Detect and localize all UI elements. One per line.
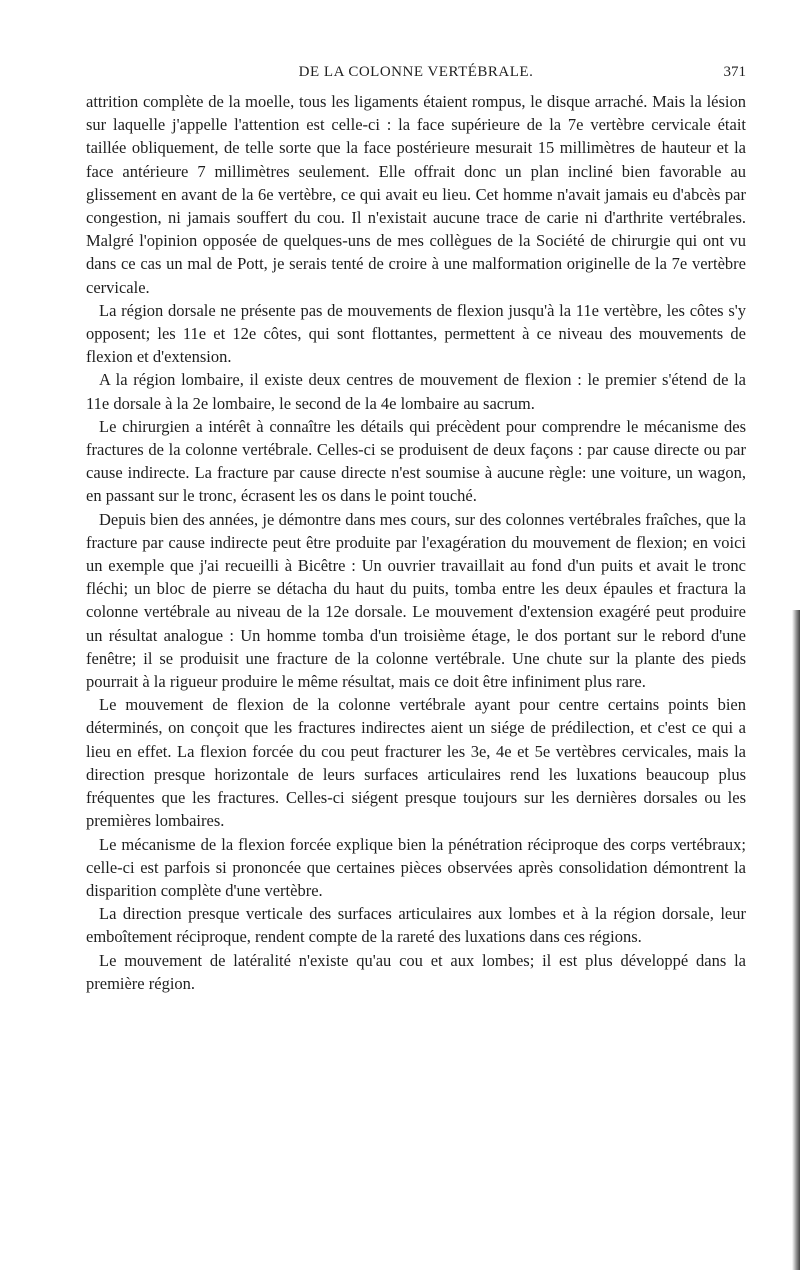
paragraph-4: Le chirurgien a intérêt à connaître les détails qui précèdent pour comprendre le mécanisme des fractures de la colonne vertébrale. Celles-ci se produisent de deux façons : par cause directe ou par cause indirecte. La fracture par cause directe n'est soumise à aucune règle: une voiture, un wagon, en passant sur le tronc, écrasent les os dans le point touché. xyxy=(86,416,746,506)
paragraph-6: Le mouvement de flexion de la colonne vertébrale ayant pour centre certains points bien déterminés, on conçoit que les fractures indirectes aient un siége de prédilection, et c'est ce qui a lieu en effet. La flexion forcée du cou peut fracturer les 3e, 4e et 5e vertèbres cervicales, mais la direction presque horizontale de leurs surfaces articulaires rend les luxations beaucoup plus fréquentes que les fractures. Celles-ci siégent presque toujours sur les dernières dorsales ou les premières lombaires. xyxy=(86,695,746,831)
page-binding-shadow xyxy=(792,610,800,1270)
page-number: 371 xyxy=(723,64,746,80)
paragraph-5: Depuis bien des années, je démontre dans mes cours, sur des colonnes vertébrales fraîches, que la fracture par cause indirecte peut être produite par l'exagération du mouvement de flexion; en voici un exemple que j'ai recueilli à Bicêtre : Un ouvrier travaillait au fond d'un puits et avait le tronc fléchi; un bloc de pierre se détacha du haut du puits, tomba entre les deux épaules et fractura la colonne vertébrale au niveau de la 12e dorsale. Le mouvement d'extension exagéré peut produire un résultat analogue : Un homme tomba d'un troisième étage, le dos portant sur le rebord d'une fenêtre; il se produisit une fracture de la colonne vertébrale. Une chute sur la plante des pieds pourrait à la rigueur produire le même résultat, mais ce doit être infiniment plus rare. xyxy=(86,509,746,692)
paragraph-8: La direction presque verticale des surfaces articulaires aux lombes et à la région dorsale, leur emboîtement réciproque, rendent compte de la rareté des luxations dans ces régions. xyxy=(86,904,746,947)
paragraph-1: attrition complète de la moelle, tous les ligaments étaient rompus, le disque arraché. Mais la lésion sur laquelle j'appelle l'attention est celle-ci : la face supérieure de la 7e vertèbre cervicale était taillée obliquement, de telle sorte que la face postérieure mesurait 15 millimètres de hauteur et la face antérieure 7 millimètres seulement. Elle offrait donc un plan incliné bien favorable au glissement en avant de la 6e vertèbre, ce qui avait eu lieu. Cet homme n'avait jamais eu d'abcès par congestion, ni jamais souffert du cou. Il n'existait aucune trace de carie ni d'arthrite vertébrales. Malgré l'opinion opposée de quelques-uns de mes collègues de la Société de chirurgie qui ont vu dans ce cas un mal de Pott, je serais tenté de croire à une malformation originelle de la 7e vertèbre cervicale. xyxy=(86,92,746,297)
body-text xyxy=(86,90,746,995)
paragraph-9: Le mouvement de latéralité n'existe qu'au cou et aux lombes; il est plus développé dans la première région. xyxy=(86,950,746,993)
paragraph-3: A la région lombaire, il existe deux centres de mouvement de flexion : le premier s'étend de la 11e dorsale à la 2e lombaire, le second de la 4e lombaire au sacrum. xyxy=(86,370,746,413)
paragraph-2: La région dorsale ne présente pas de mouvements de flexion jusqu'à la 11e vertèbre, les côtes s'y opposent; les 11e et 12e côtes, qui sont flottantes, permettent à ce niveau des mouvements de flexion et d'extension. xyxy=(86,300,746,367)
running-title: DE LA COLONNE VERTÉBRALE. xyxy=(298,64,534,80)
paragraph-7: Le mécanisme de la flexion forcée explique bien la pénétration réciproque des corps vertébraux; celle-ci est parfois si prononcée que certaines pièces observées après consolidation démontrent la disparition complète d'une vertèbre. xyxy=(86,834,746,900)
running-header xyxy=(86,64,746,88)
